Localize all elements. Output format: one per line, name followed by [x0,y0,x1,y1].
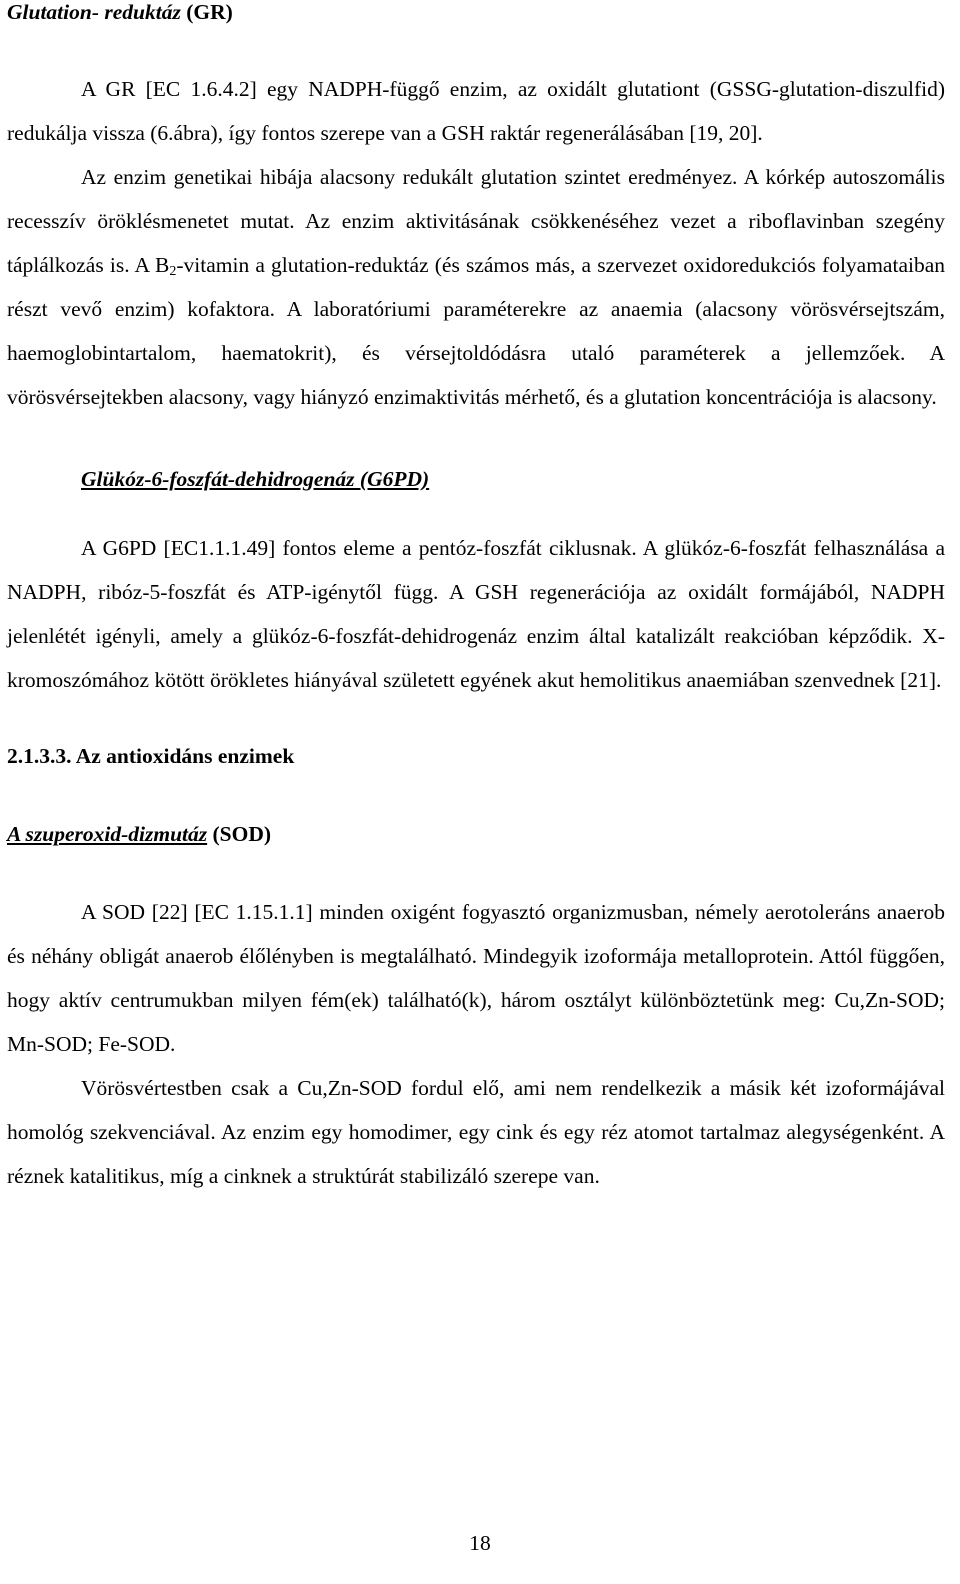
gr-paragraph-2-part-1: Az enzim genetikai hibája alacsony redukált glutation szintet eredményez. A kórkép autoszomális recesszív öröklésmenetet mutat. Az enzim aktivitásának csökkenéséhez vezet a riboflavinban szegény táplálkozás is. A B [7,165,945,277]
sod-paragraph-1: A SOD [22] [EC 1.15.1.1] minden oxigént fogyasztó organizmusban, némely aerotoleráns anaerob és néhány obligát anaerob élőlényben is megtalálható. Mindegyik izoformája metalloprotein. Attól függően, hogy aktív centrumukban milyen fém(ek) található(k), három osztályt különböztetünk meg: Cu,Zn-SOD; Mn-SOD; Fe-SOD. [7,900,945,1056]
vitamin-subscript: 2 [169,264,177,279]
sod-heading-abbr: (SOD) [207,822,272,846]
gr-heading-name: Glutation- reduktáz [7,0,181,24]
gr-heading-abbr: (GR) [180,0,233,24]
gr-heading [7,0,945,34]
section-heading: 2.1.3.3. Az antioxidáns enzimek [7,744,295,768]
sod-heading-name: A szuperoxid-dizmutáz [7,822,208,846]
sod-heading [7,812,945,856]
document-page [7,0,945,1198]
gr-paragraph-1: A GR [EC 1.6.4.2] egy NADPH-függő enzim, az oxidált glutationt (GSSG-glutation-diszulfid) redukálja vissza (6.ábra), így fontos szerepe van a GSH raktár regenerálásában [19, 20]. [7,77,945,145]
sod-paragraph-2: Vörösvértestben csak a Cu,Zn-SOD fordul elő, ami nem rendelkezik a másik két izoformájával homológ szekvenciával. Az enzim egy homodimer, egy cink és egy réz atomot tartalmaz alegységenként. A réznek katalitikus, míg a cinknek a struktúrát stabilizáló szerepe van. [7,1076,945,1188]
g6pd-heading [7,457,945,501]
gr-paragraph-2-part-2: -vitamin a glutation-reduktáz (és számos más, a szervezet oxidoredukciós folyamataiban részt vevő enzim) kofaktora. A laboratóriumi paraméterekre az anaemia (alacsony vörösvérsejtszám, haemoglobintartalom, haematokrit), és vérsejtoldódásra utaló paraméterek a jellemzőek. A vörösvérsejtekben alacsony, vagy hiányzó enzimaktivitás mérhető, és a glutation koncentrációja is alacsony. [7,253,946,409]
g6pd-paragraph: A G6PD [EC1.1.1.49] fontos eleme a pentóz-foszfát ciklusnak. A glükóz-6-foszfát felhasználása a NADPH, ribóz-5-foszfát és ATP-igénytől függ. A GSH regenerációja az oxidált formájából, NADPH jelenlétét igényli, amely a glükóz-6-foszfát-dehidrogenáz enzim által katalizált reakcióban képződik. X-kromoszómához kötött örökletes hiányával született egyének akut hemolitikus anaemiában szenvednek [21]. [7,536,945,692]
page-number: 18 [469,1531,491,1555]
gr-paragraph-2 [7,155,945,419]
g6pd-heading-text: Glükóz-6-foszfát-dehidrogenáz (G6PD) [81,467,430,491]
